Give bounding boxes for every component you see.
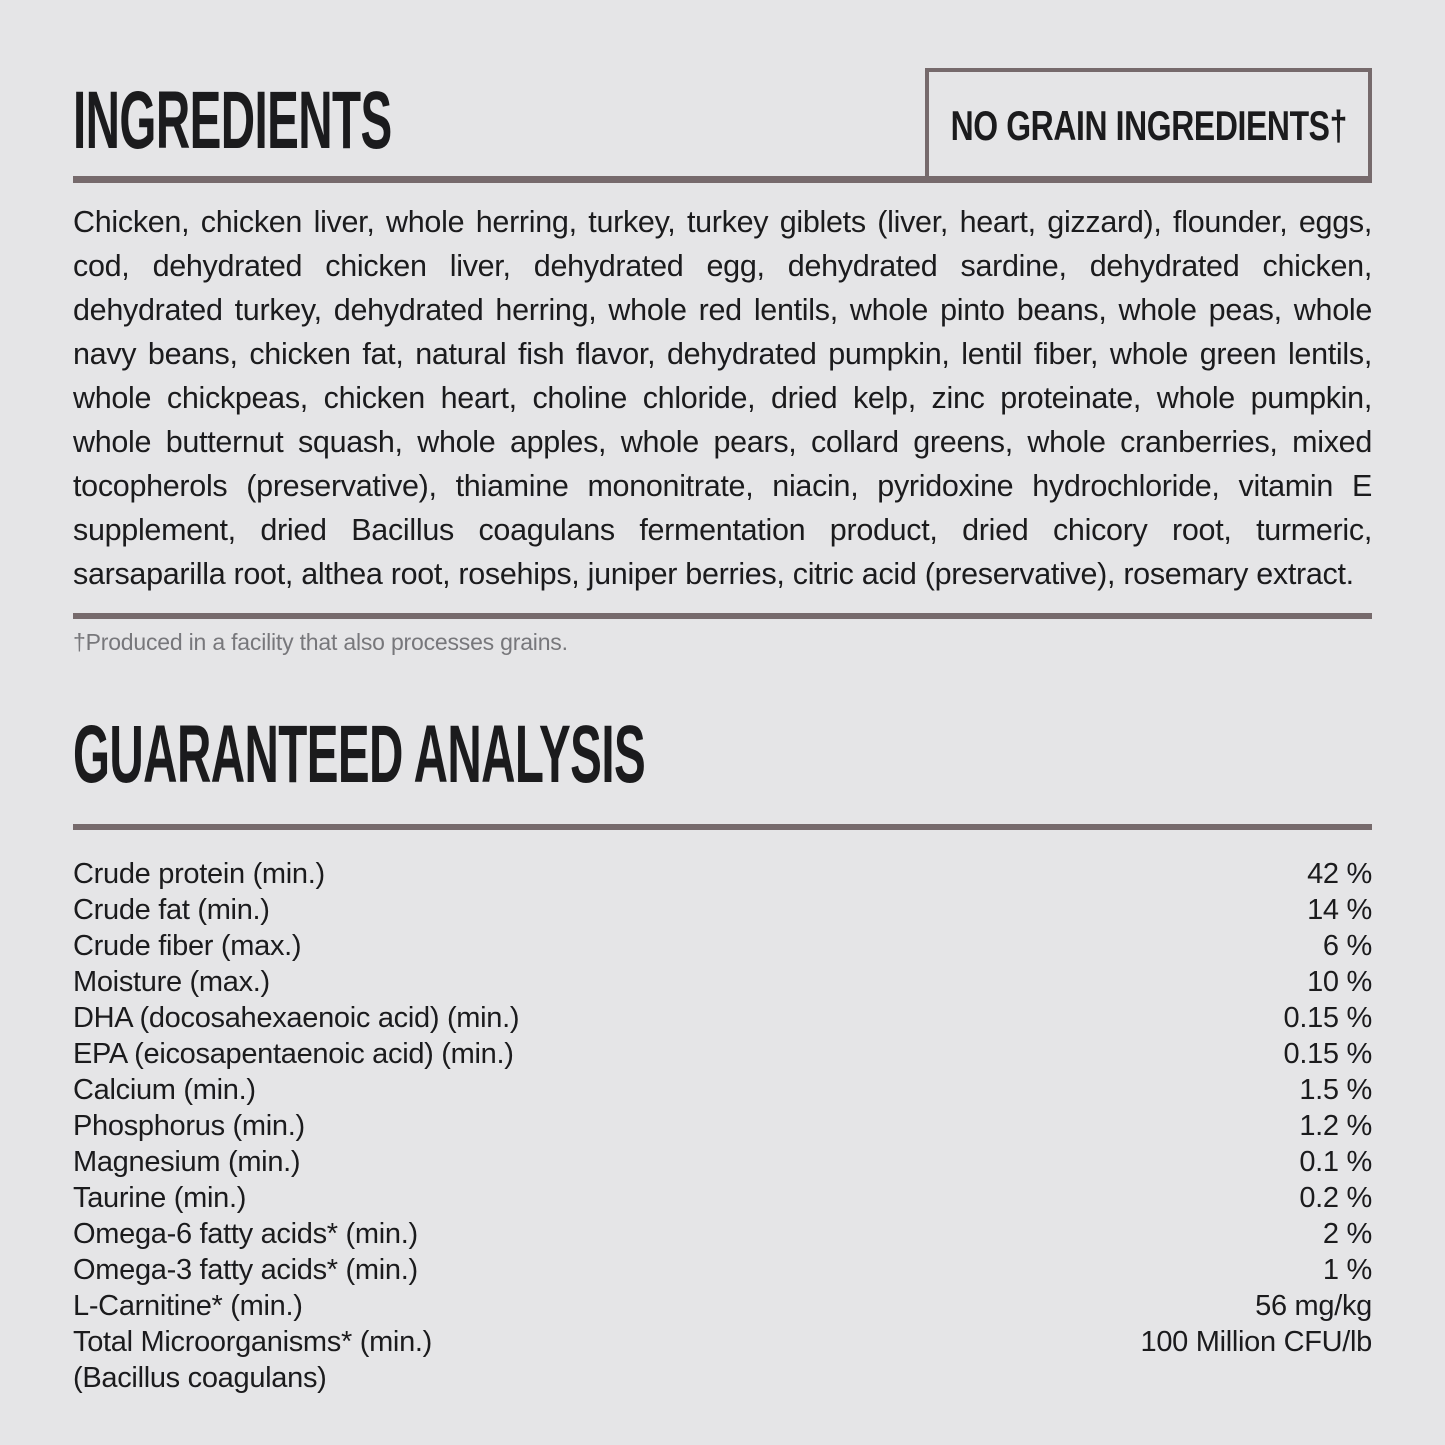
analysis-label: Crude protein (min.): [73, 858, 325, 890]
analysis-value: 56 mg/kg: [1255, 1290, 1372, 1322]
analysis-label: Crude fiber (max.): [73, 930, 302, 962]
analysis-row: [73, 1072, 1372, 1108]
analysis-label: L-Carnitine* (min.): [73, 1290, 303, 1322]
analysis-label: Magnesium (min.): [73, 1146, 301, 1178]
analysis-label: (Bacillus coagulans): [73, 1362, 327, 1394]
analysis-label: EPA (eicosapentaenoic acid) (min.): [73, 1038, 514, 1070]
analysis-value: 1 %: [1322, 1254, 1372, 1286]
ingredients-list: Chicken, chicken liver, whole herring, turkey, turkey giblets (liver, heart, gizzard), flounder, eggs, cod, dehydrated chicken liver, dehydrated egg, dehydrated sardine, dehydrated chicken, dehydrated turkey, dehydrated herring, whole red lentils, whole pinto beans, whole peas, whole navy beans, chicken fat, natural fish flavor, dehydrated pumpkin, lentil fiber, whole green lentils, whole chickpeas, chicken heart, choline chloride, dried kelp, zinc proteinate, whole pumpkin, whole butternut squash, whole apples, whole pears, collard greens, whole cranberries, mixed tocopherols (preservative), thiamine mononitrate, niacin, pyridoxine hydrochloride, vitamin E supplement, dried Bacillus coagulans fermentation product, dried chicory root, turmeric, sarsaparilla root, althea root, rosehips, juniper berries, citric acid (preservative), rosemary extract.: [73, 205, 1372, 591]
analysis-row: [73, 1036, 1372, 1072]
analysis-label: Omega-3 fatty acids* (min.): [73, 1254, 418, 1286]
no-grain-badge: [925, 68, 1372, 183]
analysis-value: 100 Million CFU/lb: [1140, 1326, 1372, 1358]
analysis-value: 1.5 %: [1299, 1074, 1372, 1106]
analysis-header: [73, 706, 1372, 800]
analysis-row: [73, 1360, 1372, 1396]
analysis-row: [73, 856, 1372, 892]
analysis-label: Phosphorus (min.): [73, 1110, 305, 1142]
analysis-label: Moisture (max.): [73, 966, 270, 998]
analysis-value: 0.1 %: [1299, 1146, 1372, 1178]
analysis-label: Total Microorganisms* (min.): [73, 1326, 433, 1358]
analysis-label: DHA (docosahexaenoic acid) (min.): [73, 1002, 520, 1034]
analysis-row: [73, 1180, 1372, 1216]
footnote-divider: [73, 613, 1372, 619]
analysis-value: 0.15 %: [1283, 1038, 1372, 1070]
ingredients-header: [73, 58, 1372, 176]
analysis-label: Omega-6 fatty acids* (min.): [73, 1218, 418, 1250]
analysis-row: [73, 1108, 1372, 1144]
analysis-row: [73, 1144, 1372, 1180]
analysis-heading-text: GUARANTEED ANALYSIS: [73, 709, 646, 800]
analysis-row: [73, 1216, 1372, 1252]
analysis-value: 0.15 %: [1283, 1002, 1372, 1034]
analysis-row: [73, 964, 1372, 1000]
guaranteed-analysis-table: [73, 856, 1372, 1396]
analysis-row: [73, 1288, 1372, 1324]
ingredients-heading-text: INGREDIENTS: [73, 75, 392, 166]
analysis-label: Taurine (min.): [73, 1182, 247, 1214]
analysis-value: 0.2 %: [1299, 1182, 1372, 1214]
analysis-value: 1.2 %: [1299, 1110, 1372, 1142]
analysis-label: Calcium (min.): [73, 1074, 256, 1106]
analysis-row: [73, 1324, 1372, 1360]
grain-facility-footnote: †Produced in a facility that also processes grains.: [73, 629, 568, 655]
analysis-value: 2 %: [1322, 1218, 1372, 1250]
analysis-row: [73, 1000, 1372, 1036]
analysis-value: 42 %: [1307, 858, 1372, 890]
analysis-row: [73, 928, 1372, 964]
analysis-divider: [73, 824, 1372, 830]
analysis-row: [73, 1252, 1372, 1288]
ingredients-heading: [73, 75, 622, 166]
no-grain-badge-text: NO GRAIN INGREDIENTS†: [950, 101, 1347, 149]
analysis-row: [73, 892, 1372, 928]
analysis-label: Crude fat (min.): [73, 894, 270, 926]
analysis-value: 14 %: [1307, 894, 1372, 926]
analysis-value: 10 %: [1307, 966, 1372, 998]
analysis-heading: [73, 709, 1059, 800]
analysis-value: 6 %: [1322, 930, 1372, 962]
